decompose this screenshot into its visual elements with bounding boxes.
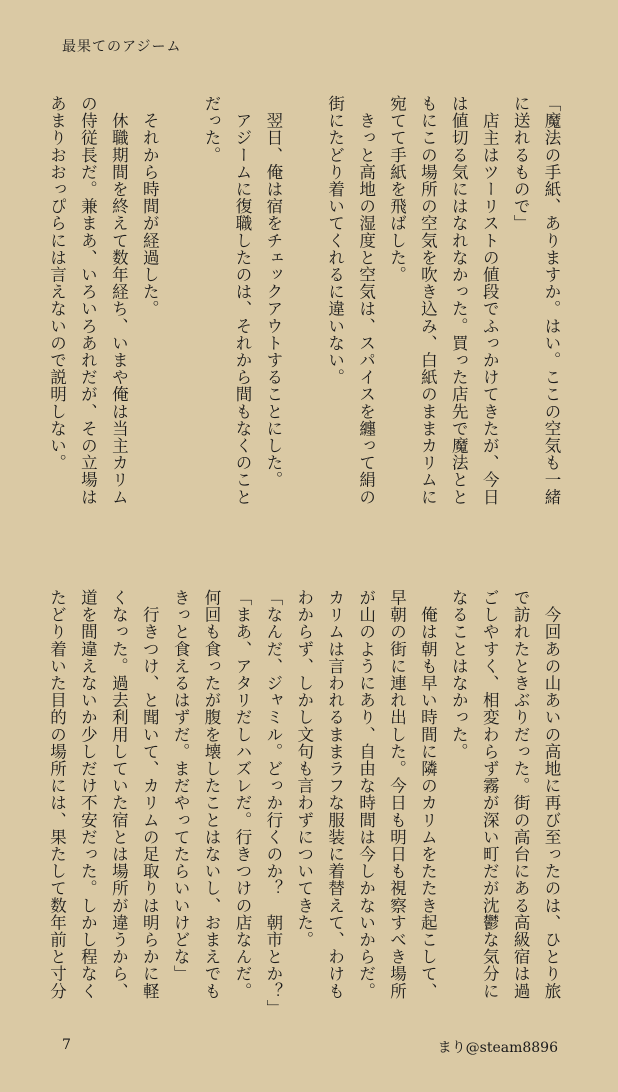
body-text-upper: 「魔法の手紙、ありますか。はい。ここの空気も一緒 に送れるもので」 店主はツーリストの値段でふっかけてきたが、今日 は値切る気にはなれなかった。買った店先で魔法とと もにこの場所の空気を吹き込み、白紙のままカリムに 宛てて手紙を飛ばした。 きっと高地の湿度と空気は、スパイスを纏って絹の 街にたどり着いてくれるに違いない。 翌日、俺は宿をチェックアウトすることにした。 アジームに復職したのは、それから間もなくのこと だった。 それから時間が経過した。 休職期間を終えて数年経ち、いまや俺は当主カリム の侍従長だ。兼まあ、いろいろあれだが、その立場は あまりおおっぴらには言えないので説明しない。 (47, 95, 561, 506)
page-number: 7 (62, 1037, 71, 1053)
author-handle: まり@steam8896 (437, 1040, 558, 1056)
book-title-header: 最果てのアジーム (62, 39, 182, 55)
body-text-lower: 今回あの山あいの高地に再び至ったのは、ひとり旅 で訪れたときぶりだった。街の高台にある高級宿は過 ごしやすく、相変わらず霧が深い町だが沈鬱な気分に なることはなかった。 俺は朝も早い時間に隣のカリムをたたき起こして、 早朝の街に連れ出した。今日も明日も視察すべき場所 が山のようにあり、自由な時間は今しかないからだ。 カリムは言われるままラフな服装に着替えて、わけも わからず、しかし文句も言わずについてきた。 「なんだ、ジャミル。どっか行くのか？ 朝市とか？」 「まあ、アタリだしハズレだ。行きつけの店なんだ。 何回も食ったが腹を壊したことはないし、おまえでも きっと食えるはずだ。まだやってたらいいけどな」 行きつけ、と聞いて、カリムの足取りは明らかに軽 くなった。過去利用していた宿とは場所が違うから、 道を間違えないか少しだけ不安だった。しかし程なく たどり着いた目的の場所には、果たして数年前と寸分 (47, 589, 561, 1017)
